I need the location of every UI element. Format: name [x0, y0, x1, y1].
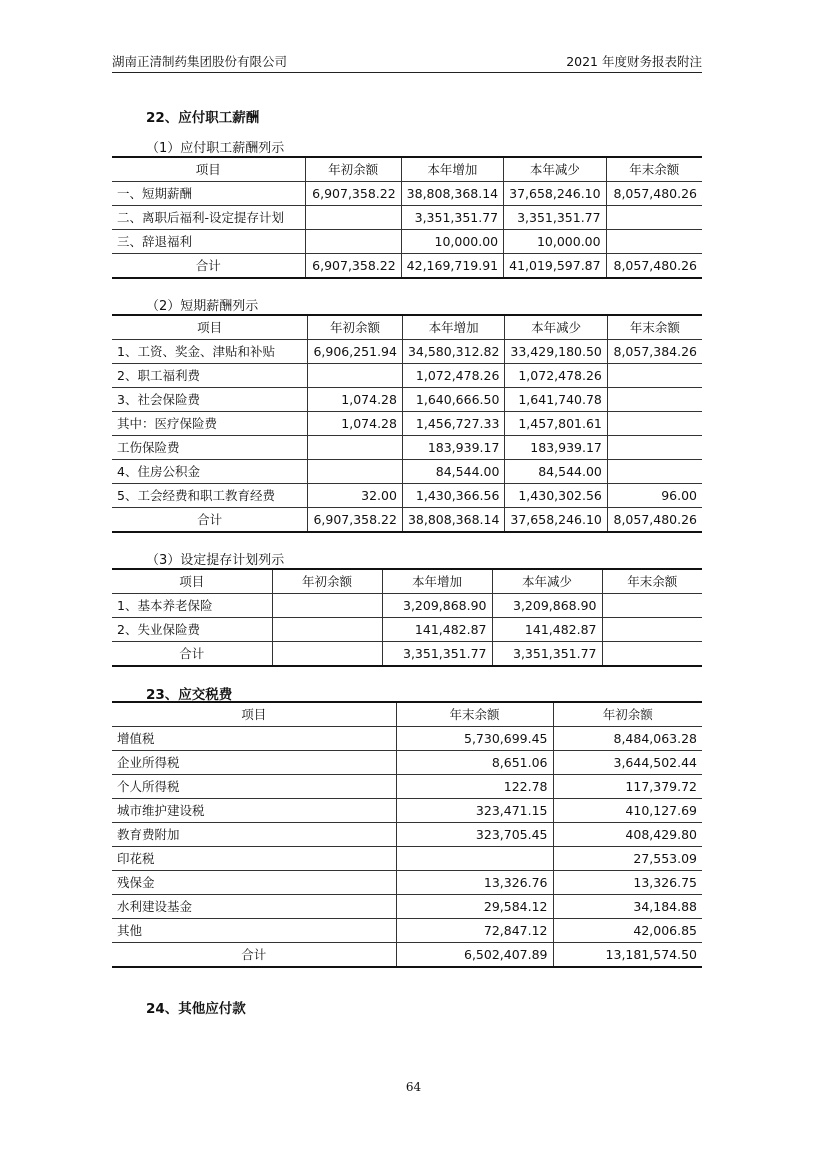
row-label: 3、社会保险费: [112, 388, 308, 412]
amount-cell: 3,351,351.77: [492, 642, 602, 667]
table-row: [112, 871, 702, 895]
row-label: 增值税: [112, 727, 396, 751]
table-2-caption: （2）短期薪酬列示: [146, 299, 259, 314]
amount-cell: 96.00: [607, 484, 702, 508]
amount-cell: 84,544.00: [402, 460, 504, 484]
row-label: 1、工资、奖金、津贴和补贴: [112, 340, 308, 364]
amount-cell: 8,057,480.26: [606, 182, 702, 206]
table-row: [112, 388, 702, 412]
amount-cell: 10,000.00: [401, 230, 503, 254]
amount-cell: [272, 594, 382, 618]
table-row: [112, 823, 702, 847]
amount-cell: 3,209,868.90: [382, 594, 492, 618]
column-header: 项目: [112, 702, 396, 727]
amount-cell: 1,457,801.61: [505, 412, 607, 436]
amount-cell: [396, 847, 553, 871]
amount-cell: [308, 364, 403, 388]
section-22-title: 22、应付职工薪酬: [146, 110, 260, 126]
table-row: [112, 206, 702, 230]
amount-cell: [607, 364, 702, 388]
amount-cell: 122.78: [396, 775, 553, 799]
amount-cell: 37,658,246.10: [504, 182, 606, 206]
amount-cell: 3,351,351.77: [382, 642, 492, 667]
amount-cell: [305, 230, 401, 254]
amount-cell: 410,127.69: [553, 799, 702, 823]
amount-cell: 1,640,666.50: [402, 388, 504, 412]
table-row: [112, 412, 702, 436]
amount-cell: [607, 412, 702, 436]
table-row: [112, 460, 702, 484]
amount-cell: 183,939.17: [402, 436, 504, 460]
amount-cell: 33,429,180.50: [505, 340, 607, 364]
row-label: 5、工会经费和职工教育经费: [112, 484, 308, 508]
amount-cell: 34,184.88: [553, 895, 702, 919]
amount-cell: [602, 642, 702, 667]
row-label: 城市维护建设税: [112, 799, 396, 823]
row-label: 企业所得税: [112, 751, 396, 775]
table-1-caption: （1）应付职工薪酬列示: [146, 141, 285, 156]
column-header: 项目: [112, 157, 305, 182]
amount-cell: 10,000.00: [504, 230, 606, 254]
table-row: [112, 340, 702, 364]
amount-cell: 13,326.75: [553, 871, 702, 895]
table-row: [112, 618, 702, 642]
row-label: 2、职工福利费: [112, 364, 308, 388]
amount-cell: 1,074.28: [308, 388, 403, 412]
total-row: [112, 508, 702, 533]
table-row: [112, 436, 702, 460]
amount-cell: 8,057,384.26: [607, 340, 702, 364]
amount-cell: 6,502,407.89: [396, 943, 553, 968]
table-header-row: [112, 702, 702, 727]
amount-cell: 6,906,251.94: [308, 340, 403, 364]
taxes-payable-table: [112, 701, 702, 968]
total-row: [112, 943, 702, 968]
amount-cell: 38,808,368.14: [401, 182, 503, 206]
amount-cell: 32.00: [308, 484, 403, 508]
column-header: 年初余额: [553, 702, 702, 727]
amount-cell: [272, 618, 382, 642]
amount-cell: 6,907,358.22: [305, 182, 401, 206]
amount-cell: 42,006.85: [553, 919, 702, 943]
amount-cell: [607, 388, 702, 412]
amount-cell: 408,429.80: [553, 823, 702, 847]
table-3-caption: （3）设定提存计划列示: [146, 553, 285, 568]
column-header: 本年减少: [492, 569, 602, 594]
row-label: 工伤保险费: [112, 436, 308, 460]
amount-cell: 1,074.28: [308, 412, 403, 436]
row-label: 合计: [112, 508, 308, 533]
amount-cell: 323,705.45: [396, 823, 553, 847]
amount-cell: [602, 618, 702, 642]
table-header-row: [112, 157, 702, 182]
amount-cell: 72,847.12: [396, 919, 553, 943]
section-24-title: 24、其他应付款: [146, 1001, 246, 1017]
table-row: [112, 751, 702, 775]
table-row: [112, 919, 702, 943]
column-header: 项目: [112, 569, 272, 594]
row-label: 4、住房公积金: [112, 460, 308, 484]
row-label: 个人所得税: [112, 775, 396, 799]
amount-cell: 13,326.76: [396, 871, 553, 895]
amount-cell: 141,482.87: [492, 618, 602, 642]
column-header: 年末余额: [607, 315, 702, 340]
column-header: 年末余额: [606, 157, 702, 182]
amount-cell: [308, 460, 403, 484]
amount-cell: [602, 594, 702, 618]
column-header: 本年增加: [402, 315, 504, 340]
column-header: 年初余额: [272, 569, 382, 594]
amount-cell: 1,456,727.33: [402, 412, 504, 436]
amount-cell: [607, 436, 702, 460]
table-row: [112, 847, 702, 871]
column-header: 本年增加: [401, 157, 503, 182]
amount-cell: 3,351,351.77: [401, 206, 503, 230]
table-row: [112, 182, 702, 206]
amount-cell: [606, 230, 702, 254]
amount-cell: 38,808,368.14: [402, 508, 504, 533]
amount-cell: 183,939.17: [505, 436, 607, 460]
row-label: 水利建设基金: [112, 895, 396, 919]
amount-cell: 13,181,574.50: [553, 943, 702, 968]
amount-cell: 8,484,063.28: [553, 727, 702, 751]
amount-cell: 27,553.09: [553, 847, 702, 871]
column-header: 年末余额: [396, 702, 553, 727]
amount-cell: 6,907,358.22: [305, 254, 401, 279]
amount-cell: 8,651.06: [396, 751, 553, 775]
row-label: 合计: [112, 642, 272, 667]
row-label: 教育费附加: [112, 823, 396, 847]
row-label: 残保金: [112, 871, 396, 895]
amount-cell: 5,730,699.45: [396, 727, 553, 751]
amount-cell: 37,658,246.10: [505, 508, 607, 533]
amount-cell: 8,057,480.26: [606, 254, 702, 279]
defined-contribution-table: [112, 568, 702, 667]
amount-cell: 8,057,480.26: [607, 508, 702, 533]
page-header: [112, 50, 702, 73]
table-row: [112, 484, 702, 508]
table-header-row: [112, 569, 702, 594]
payroll-summary-table: [112, 156, 702, 279]
amount-cell: 29,584.12: [396, 895, 553, 919]
table-row: [112, 230, 702, 254]
report-title: 2021 年度财务报表附注: [566, 54, 702, 69]
row-label: 一、短期薪酬: [112, 182, 305, 206]
amount-cell: 117,379.72: [553, 775, 702, 799]
amount-cell: 1,430,366.56: [402, 484, 504, 508]
column-header: 本年减少: [505, 315, 607, 340]
amount-cell: 1,430,302.56: [505, 484, 607, 508]
table-row: [112, 364, 702, 388]
amount-cell: 1,072,478.26: [505, 364, 607, 388]
column-header: 本年减少: [504, 157, 606, 182]
table-header-row: [112, 315, 702, 340]
amount-cell: 141,482.87: [382, 618, 492, 642]
row-label: 1、基本养老保险: [112, 594, 272, 618]
column-header: 年末余额: [602, 569, 702, 594]
table-row: [112, 594, 702, 618]
amount-cell: [305, 206, 401, 230]
amount-cell: 34,580,312.82: [402, 340, 504, 364]
company-name: 湖南正清制药集团股份有限公司: [112, 54, 288, 69]
row-label: 其他: [112, 919, 396, 943]
amount-cell: 1,072,478.26: [402, 364, 504, 388]
row-label: 三、辞退福利: [112, 230, 305, 254]
total-row: [112, 642, 702, 667]
amount-cell: 3,644,502.44: [553, 751, 702, 775]
amount-cell: [272, 642, 382, 667]
amount-cell: 6,907,358.22: [308, 508, 403, 533]
amount-cell: 84,544.00: [505, 460, 607, 484]
row-label: 合计: [112, 254, 305, 279]
amount-cell: [606, 206, 702, 230]
section-23-title: 23、应交税费: [146, 687, 233, 703]
amount-cell: 1,641,740.78: [505, 388, 607, 412]
column-header: 年初余额: [305, 157, 401, 182]
page-number: 64: [405, 1080, 422, 1094]
amount-cell: [308, 436, 403, 460]
short-term-payroll-table: [112, 314, 702, 533]
amount-cell: 323,471.15: [396, 799, 553, 823]
row-label: 其中：医疗保险费: [112, 412, 308, 436]
column-header: 年初余额: [308, 315, 403, 340]
amount-cell: 3,209,868.90: [492, 594, 602, 618]
amount-cell: 3,351,351.77: [504, 206, 606, 230]
column-header: 本年增加: [382, 569, 492, 594]
table-row: [112, 799, 702, 823]
column-header: 项目: [112, 315, 308, 340]
row-label: 2、失业保险费: [112, 618, 272, 642]
row-label: 印花税: [112, 847, 396, 871]
amount-cell: 42,169,719.91: [401, 254, 503, 279]
row-label: 二、离职后福利-设定提存计划: [112, 206, 305, 230]
table-row: [112, 895, 702, 919]
table-row: [112, 727, 702, 751]
amount-cell: [607, 460, 702, 484]
row-label: 合计: [112, 943, 396, 968]
total-row: [112, 254, 702, 279]
table-row: [112, 775, 702, 799]
amount-cell: 41,019,597.87: [504, 254, 606, 279]
